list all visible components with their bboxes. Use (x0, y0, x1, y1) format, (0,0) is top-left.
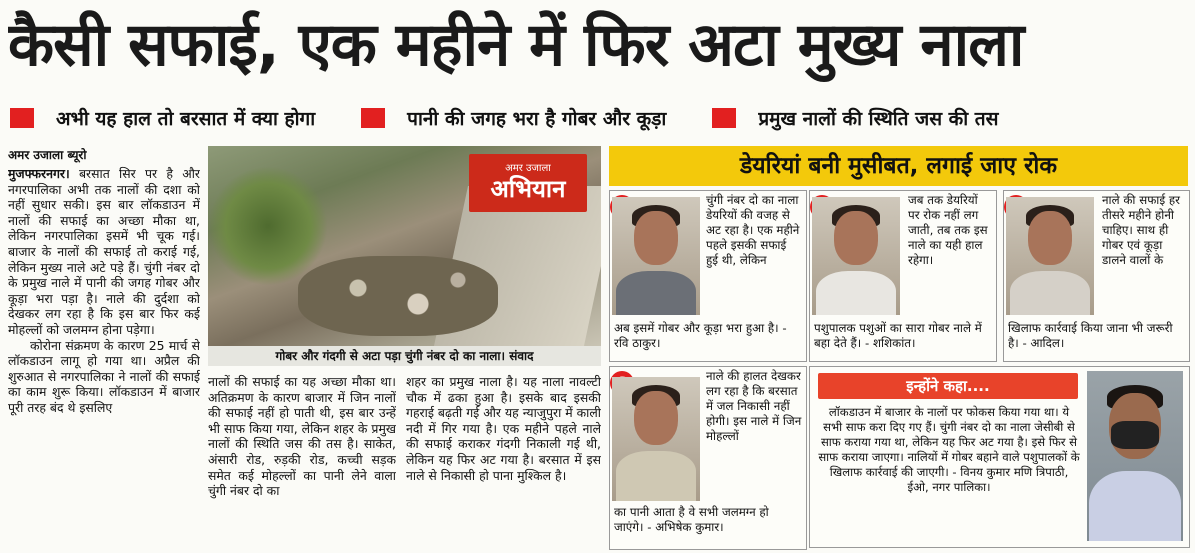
portrait-photo (612, 197, 700, 315)
officer-statement-heading: इन्होंने कहा.... (818, 373, 1078, 399)
quote-card (1003, 190, 1190, 362)
portrait-body (1089, 471, 1181, 541)
article-column-3: शहर का प्रमुख नाला है। यह नाला नावल्टी चौक में ढका हुआ है। इसके बाद इसकी गहराई बढ़ती गई और यह न्याजुपुरा में काली नदी में गिर गया है। एक महीने पहले नाले की सफाई कराकर गंदगी निकाली गई थी, लेकिन यह फिर अट गया है। बरसात में इस नाले से निकासी हो पाना मुश्किल है। (406, 374, 601, 483)
quote-card (609, 366, 807, 550)
portrait-photo (1006, 197, 1094, 315)
portrait-photo (812, 197, 900, 315)
subhead-3 (712, 105, 998, 131)
article-column-1 (8, 166, 200, 550)
subhead-text: पानी की जगह भरा है गोबर और कूड़ा (407, 108, 667, 130)
portrait-face (834, 211, 878, 265)
article-column-2: नालों की सफाई का यह अच्छा मौका था। अतिक्रमण के कारण बाजार में जिन नालों की सफाई नहीं हो पाती थी, इस बार उन्हें भी साफ किया गया, लेकिन शहर के प्रमुख नालों की स्थिति जस की तस है। साकेत, अंसारी रोड, रुड़की रोड, कच्ची सड़क समेत कई मोहल्लों का पानी लेने वाला चुंगी नंबर दो का (208, 374, 396, 499)
portrait-body (616, 271, 696, 315)
red-square-bullet (10, 108, 34, 128)
subhead-2 (361, 105, 666, 131)
portrait-face (634, 391, 678, 445)
quote-text: चुंगी नंबर दो का नाला डेयरियों की वजह से अट रहा है। एक महीने पहले इसकी सफाई हुई थी, लेकिन (706, 193, 800, 267)
photo-caption: गोबर और गंदगी से अटा पड़ा चुंगी नंबर दो का नाला। संवाद (208, 346, 601, 366)
officer-portrait (1087, 371, 1183, 541)
campaign-badge (469, 154, 587, 212)
red-square-bullet (712, 108, 736, 128)
portrait-body (1010, 271, 1090, 315)
portrait-face (1028, 211, 1072, 265)
paragraph-text: बरसात सिर पर है और नगरपालिका अभी तक नालों की दशा को नहीं सुधार सकी। इस बार लॉकडाउन में नालों की सफाई का अच्छा मौका था, लेकिन नगरपालिका इसमें भी चूक गई। बाजार के नालों की सफाई तो कराई गई, लेकिन मुख्य नाले अटे पड़े हैं। चुंगी नंबर दो के प्रमुख नाले में पानी की जगह गोबर और कूड़ा भरा पड़ा है। नाले की दुर्दशा को देखकर लग रहा है कि इस बार फिर कई मोहल्लों को जलमग्न होना पड़ेगा। (8, 166, 200, 337)
portrait-photo (612, 377, 700, 501)
vegetation-shape (208, 166, 328, 286)
quote-text: जब तक डेयरियों पर रोक नहीं लग जाती, तब तक इस नाले का यही हाल रहेगा। (908, 193, 988, 267)
red-square-bullet (361, 108, 385, 128)
subheads (10, 100, 1190, 136)
drain-photo (208, 146, 601, 346)
quote-attribution: पशुपालक पशुओं का सारा गोबर नाले में बहा देते हैं। - शशिकांत। (814, 321, 982, 350)
officer-statement-text: लॉकडाउन में बाजार के नालों पर फोकस किया गया था। ये सभी साफ करा दिए गए हैं। चुंगी नंबर दो का नाला जेसीबी से साफ कराया गया था, लेकिन यह फिर अट गया है। इसे फिर से साफ कराया जाएगा। नालियों में गोबर बहाने वाले पशुपालकों के खिलाफ कार्रवाई की जाएगी। - विनय कुमार मणि त्रिपाठी, ईओ, नगर पालिका। (818, 405, 1080, 494)
campaign-badge-top: अमर उजाला (505, 163, 551, 174)
quote-text: नाले की सफाई हर तीसरे महीने होनी चाहिए। साथ ही गोबर एवं कूड़ा डालने वालों के (1102, 193, 1180, 267)
paragraph-2: कोरोना संक्रमण के कारण 25 मार्च से लॉकडाउन लागू हो गया था। अप्रैल की शुरुआत से नगरपालिका ने नालों की सफाई का काम शुरू किया। लॉकडाउन में बाजार पूरी तरह बंद थे इसलिए (8, 337, 200, 415)
side-story-heading: डेयरियां बनी मुसीबत, लगाई जाए रोक (609, 146, 1188, 186)
campaign-badge-main: अभियान (490, 175, 566, 203)
quote-attribution: अब इसमें गोबर और कूड़ा भरा हुआ है। - रवि ठाकुर। (614, 321, 787, 350)
officer-statement-box (809, 366, 1190, 548)
portrait-face (634, 211, 678, 265)
subhead-text: प्रमुख नालों की स्थिति जस की तस (758, 108, 999, 130)
dateline: मुजफ्फरनगर। (8, 166, 70, 181)
byline: अमर उजाला ब्यूरो (8, 148, 87, 162)
garbage-shape (298, 256, 498, 336)
quote-card (809, 190, 997, 362)
subhead-text: अभी यह हाल तो बरसात में क्या होगा (56, 108, 316, 130)
portrait-body (616, 451, 696, 501)
quote-text: नाले की हालत देखकर लग रहा है कि बरसात में जल निकासी नहीं होगी। इस नाले में जिन मोहल्लों (706, 369, 802, 443)
face-mask-shape (1111, 421, 1159, 449)
quote-attribution: का पानी आता है वे सभी जलमग्न हो जाएंगे। - अभिषेक कुमार। (614, 505, 769, 534)
portrait-body (816, 271, 896, 315)
subhead-1 (10, 105, 315, 131)
quote-card (609, 190, 807, 362)
headline: कैसी सफाई, एक महीने में फिर अटा मुख्य नाला (8, 10, 1024, 80)
quote-attribution: खिलाफ कार्रवाई किया जाना भी जरूरी है। - आदिल। (1008, 321, 1173, 350)
paragraph-1 (8, 166, 200, 338)
